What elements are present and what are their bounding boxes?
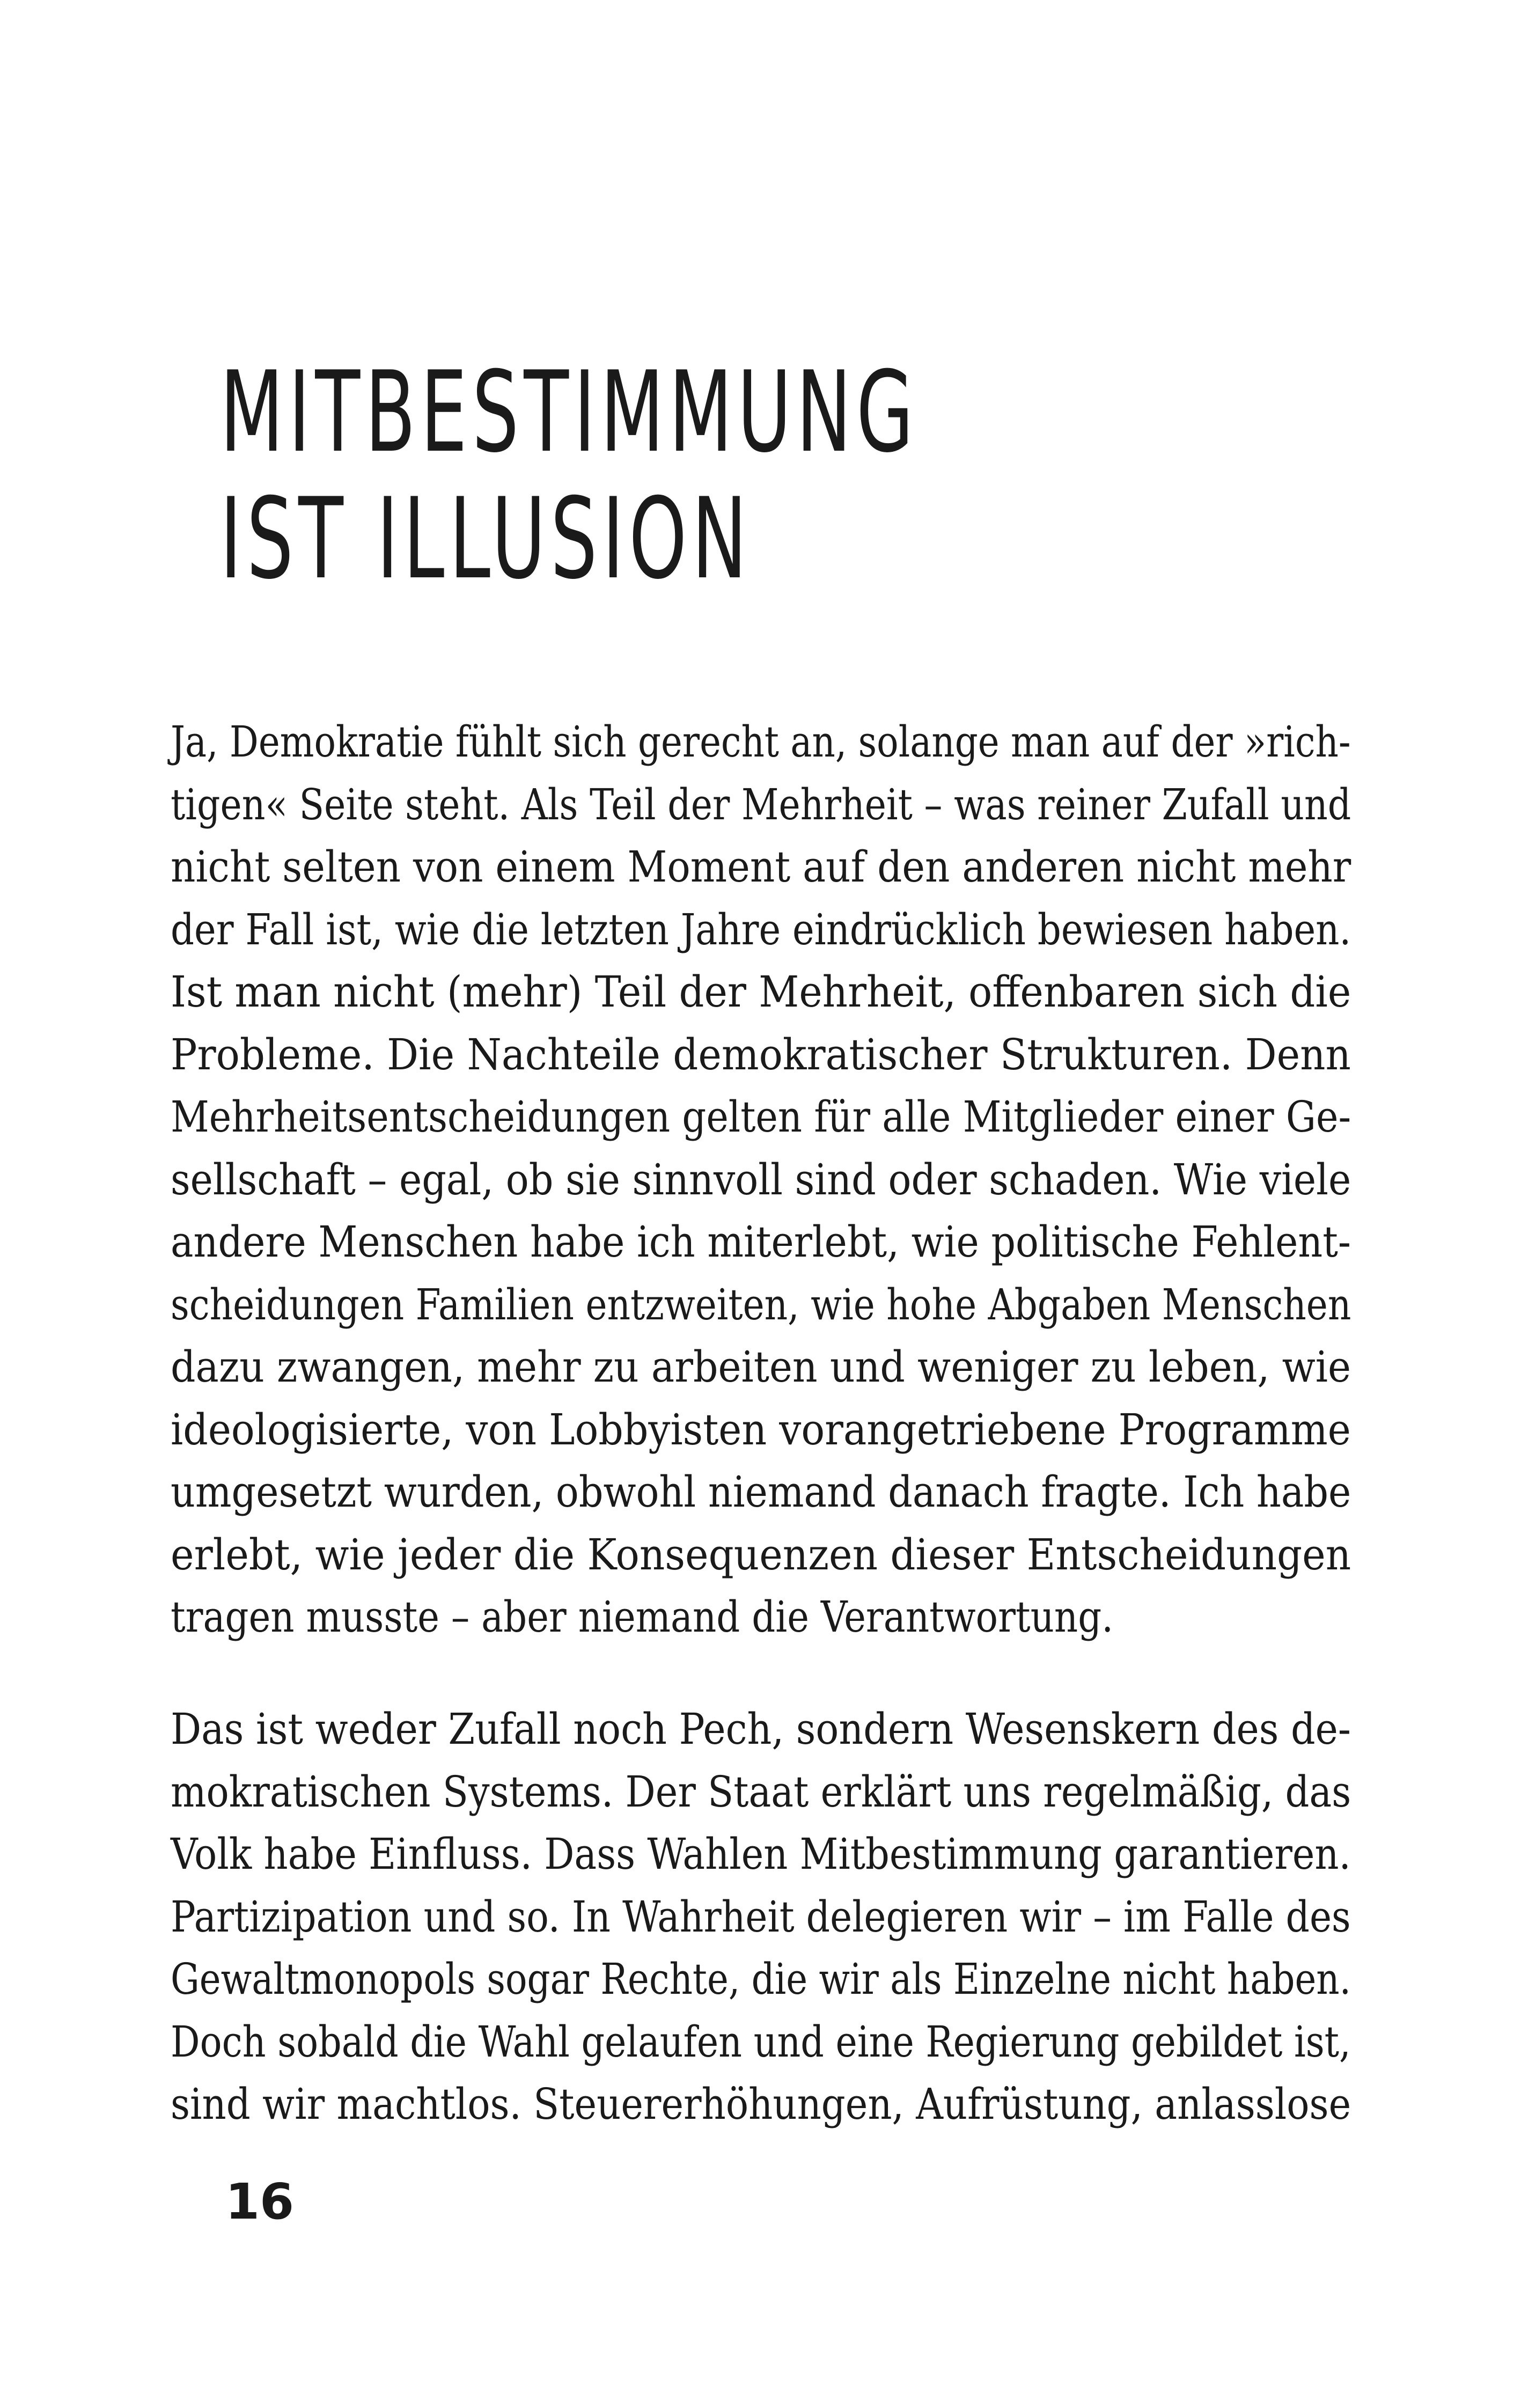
chapter-title-line-1: MITBESTIMMUNG <box>220 348 919 478</box>
text-line: mokratischen Systems. Der Staat erklärt uns regelmäßig, das <box>171 1766 1351 1817</box>
paragraph-2 <box>171 1698 1351 2136</box>
paragraph-1 <box>171 711 1351 1649</box>
text-line: Gewaltmonopols sogar Rechte, die wir als Einzelne nicht haben. <box>171 1954 1351 2004</box>
text-line: nicht selten von einem Moment auf den anderen nicht mehr <box>171 842 1351 892</box>
text-line: sellschaft – egal, ob sie sinnvoll sind oder schaden. Wie viele <box>171 1154 1351 1205</box>
text-line: ideologisierte, von Lobbyisten vorangetriebene Programme <box>171 1404 1351 1455</box>
text-line: Probleme. Die Nachteile demokratischer Strukturen. Denn <box>171 1029 1351 1080</box>
text-line: Partizipation und so. In Wahrheit delegieren wir – im Falle des <box>171 1891 1351 1942</box>
chapter-title <box>220 349 1278 603</box>
text-line: tragen musste – aber niemand die Verantwortung. <box>171 1592 1114 1642</box>
text-line: der Fall ist, wie die letzten Jahre eindrücklich bewiesen haben. <box>171 904 1351 955</box>
text-line: andere Menschen habe ich miterlebt, wie politische Fehlent- <box>171 1217 1351 1267</box>
chapter-title-line-2: IST ILLUSION <box>220 474 752 605</box>
text-line: erlebt, wie jeder die Konsequenzen dieser Entscheidungen <box>171 1529 1351 1580</box>
text-line: Volk habe Einfluss. Dass Wahlen Mitbestimmung garantieren. <box>171 1829 1351 1879</box>
text-line: scheidungen Familien entzweiten, wie hohe Abgaben Menschen <box>171 1279 1351 1330</box>
page-number: 16 <box>225 2173 295 2230</box>
text-line: Ja, Demokratie fühlt sich gerecht an, solange man auf der »rich- <box>171 717 1351 767</box>
text-line: umgesetzt wurden, obwohl niemand danach fragte. Ich habe <box>171 1467 1351 1517</box>
text-line: Ist man nicht (mehr) Teil der Mehrheit, offenbaren sich die <box>171 967 1351 1017</box>
text-line: sind wir machtlos. Steuererhöhungen, Aufrüstung, anlasslose <box>171 2079 1351 2129</box>
text-line: tigen« Seite steht. Als Teil der Mehrheit – was reiner Zufall und <box>171 779 1351 829</box>
text-line: Doch sobald die Wahl gelaufen und eine Regierung gebildet ist, <box>171 2016 1351 2067</box>
text-line: Mehrheitsentscheidungen gelten für alle Mitglieder einer Ge- <box>171 1092 1351 1142</box>
text-line: Das ist weder Zufall noch Pech, sondern Wesenskern des de- <box>171 1704 1351 1754</box>
text-line: dazu zwangen, mehr zu arbeiten und weniger zu leben, wie <box>171 1342 1351 1392</box>
